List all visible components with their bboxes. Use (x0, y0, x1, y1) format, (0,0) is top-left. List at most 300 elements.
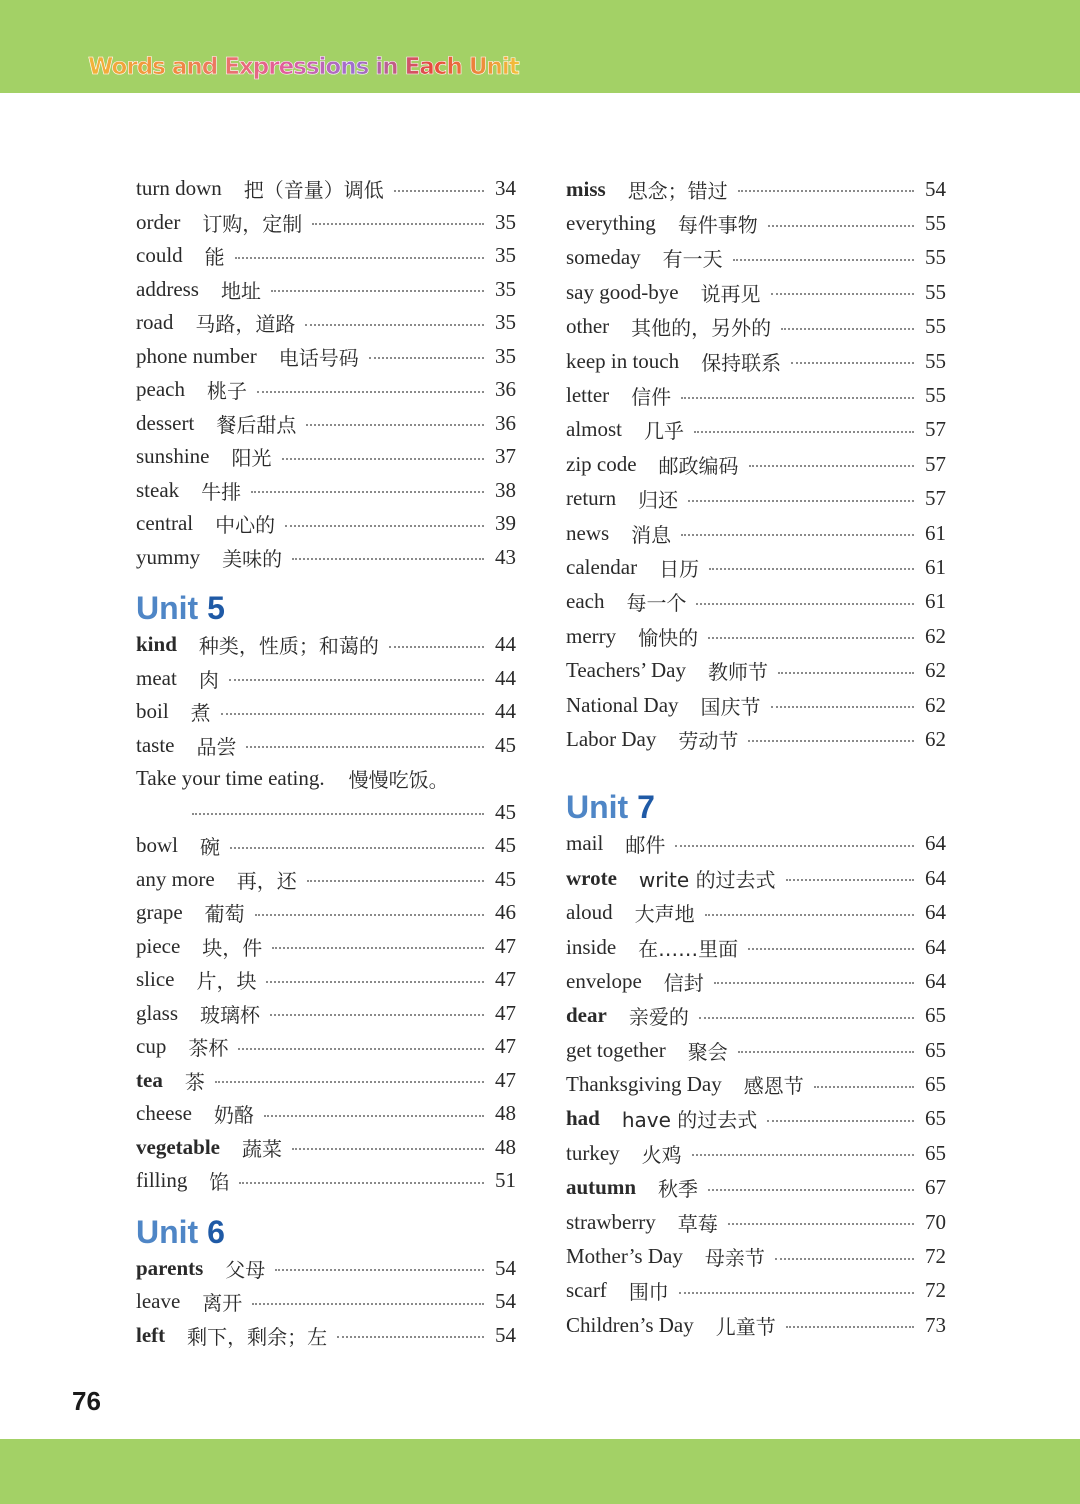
dot-leader (270, 1014, 484, 1016)
vocab-entry (136, 729, 516, 763)
page-ref: 35 (495, 243, 516, 268)
chinese-meaning: 茶 (184, 1069, 205, 1094)
page-ref: 62 (925, 623, 946, 648)
vocab-list-continued (136, 172, 516, 574)
vocab-entry (136, 997, 516, 1031)
page-ref: 55 (925, 348, 946, 373)
chinese-meaning: 餐后甜点 (216, 412, 297, 437)
dot-leader (738, 190, 914, 192)
page-ref: 48 (495, 1134, 516, 1159)
page-ref: 65 (925, 1106, 946, 1131)
english-term: everything (566, 211, 656, 236)
english-term: sunshine (136, 444, 210, 469)
chinese-meaning: 思念；错过 (627, 178, 728, 203)
vocab-entry (566, 241, 946, 275)
dot-leader (251, 491, 484, 493)
chinese-meaning: 肉 (198, 667, 219, 692)
dot-leader (705, 914, 914, 916)
chinese-meaning: 愉快的 (638, 625, 699, 650)
chinese-meaning: 桃子 (206, 379, 247, 404)
vocab-entry (566, 1274, 946, 1308)
page-ref: 54 (495, 1255, 516, 1280)
dot-leader (738, 1051, 914, 1053)
page-ref: 45 (495, 866, 516, 891)
english-term: news (566, 520, 610, 545)
vocab-entry (566, 1067, 946, 1101)
page-ref: 72 (925, 1244, 946, 1269)
dot-leader (709, 568, 914, 570)
dot-leader (681, 534, 914, 536)
page-ref: 36 (495, 410, 516, 435)
vocab-entry (136, 1131, 516, 1165)
dot-leader (748, 740, 914, 742)
page-ref: 47 (495, 933, 516, 958)
page-ref: 46 (495, 900, 516, 925)
unit-label: Unit (136, 1213, 199, 1250)
chinese-meaning: 儿童节 (715, 1314, 776, 1339)
chinese-meaning: 其他的，另外的 (631, 316, 772, 341)
footer-band (0, 1439, 1080, 1504)
chinese-meaning: 几乎 (644, 419, 684, 444)
dot-leader (394, 190, 484, 192)
dot-leader (307, 880, 484, 882)
dot-leader (775, 1258, 914, 1260)
vocab-entry (566, 1136, 946, 1170)
chinese-meaning: 教师节 (707, 660, 768, 685)
vocab-entry (566, 344, 946, 378)
chinese-meaning: 每一个 (626, 591, 687, 616)
vocab-entry (566, 999, 946, 1033)
page-ref: 61 (925, 589, 946, 614)
english-term: mail (566, 831, 604, 856)
chinese-meaning: 块，件 (202, 935, 263, 960)
chinese-meaning: 保持联系 (701, 350, 782, 375)
page-ref: 54 (925, 176, 946, 201)
vocab-entry (136, 628, 516, 662)
dot-leader (305, 324, 484, 326)
chinese-meaning: 草莓 (677, 1211, 718, 1236)
chinese-meaning: 感恩节 (743, 1074, 804, 1099)
dot-leader (781, 328, 914, 330)
english-term: merry (566, 623, 617, 648)
chinese-meaning: 围巾 (628, 1280, 669, 1305)
english-term: order (136, 209, 181, 234)
vocab-entry (136, 373, 516, 407)
dot-leader (389, 646, 484, 648)
page-ref: 72 (925, 1278, 946, 1303)
dot-leader (791, 362, 914, 364)
chinese-meaning: 在……里面 (638, 936, 739, 961)
vocab-entry (566, 1102, 946, 1136)
unit-6-vocab-list-left (136, 1252, 516, 1353)
vocab-entry (136, 172, 516, 206)
dot-leader (292, 558, 484, 560)
vocab-entry (136, 1164, 516, 1198)
chinese-meaning: 玻璃杯 (200, 1002, 260, 1027)
vocab-entry (566, 722, 946, 756)
dot-leader (688, 500, 914, 502)
page-ref: 36 (495, 377, 516, 402)
chinese-meaning: 奶酪 (213, 1103, 254, 1128)
english-term: any more (136, 866, 215, 891)
dot-leader (728, 1223, 914, 1225)
english-term: autumn (566, 1175, 637, 1200)
unit-number: 5 (207, 590, 225, 626)
page-ref: 45 (495, 799, 516, 824)
english-term: Teachers’ Day (566, 658, 686, 683)
page-ref: 70 (925, 1209, 946, 1234)
dot-leader (215, 1081, 484, 1083)
chinese-meaning: 茶杯 (188, 1036, 229, 1061)
vocab-entry (566, 275, 946, 309)
chinese-meaning: 蔬菜 (241, 1136, 282, 1161)
chinese-meaning: 能 (204, 245, 225, 270)
vocab-entry (566, 206, 946, 240)
chinese-meaning: 每件事物 (677, 213, 758, 238)
page-ref: 47 (495, 1000, 516, 1025)
page-ref: 64 (925, 934, 946, 959)
english-term: dessert (136, 410, 195, 435)
english-term: get together (566, 1037, 666, 1062)
english-term: piece (136, 933, 181, 958)
english-term: meat (136, 665, 177, 690)
unit-6-heading (136, 1212, 516, 1252)
english-term: address (136, 276, 199, 301)
page-ref: 55 (925, 314, 946, 339)
vocab-entry (136, 1285, 516, 1319)
dot-leader (369, 357, 484, 359)
vocab-entry (566, 378, 946, 412)
english-term: road (136, 310, 174, 335)
vocab-entry (136, 695, 516, 729)
vocab-entry-line (136, 762, 516, 796)
dot-leader (235, 257, 484, 259)
english-term: each (566, 589, 605, 614)
dot-leader (694, 431, 914, 433)
vocab-entry (566, 964, 946, 998)
page-ref: 62 (925, 658, 946, 683)
vocab-entry (566, 861, 946, 895)
page-ref: 73 (925, 1312, 946, 1337)
page-ref: 62 (925, 692, 946, 717)
english-term: National Day (566, 692, 679, 717)
page-ref: 61 (925, 554, 946, 579)
vocab-entry (566, 1239, 946, 1273)
english-term: grape (136, 900, 183, 925)
dot-leader (275, 1269, 484, 1271)
dot-leader (252, 1303, 484, 1305)
vocab-entry (136, 963, 516, 997)
vocab-entry (136, 273, 516, 307)
english-term: kind (136, 632, 177, 657)
chinese-meaning: have 的过去式 (621, 1108, 758, 1133)
english-term: other (566, 314, 610, 339)
page-ref: 47 (495, 1067, 516, 1092)
dot-leader (272, 947, 484, 949)
vocab-entry (566, 619, 946, 653)
english-term: almost (566, 417, 622, 442)
page-ref: 65 (925, 1072, 946, 1097)
chinese-meaning: 美味的 (222, 546, 283, 571)
vocab-entry (566, 653, 946, 687)
page-ref: 65 (925, 1140, 946, 1165)
english-term: say good-bye (566, 279, 679, 304)
page-ref: 35 (495, 310, 516, 335)
vocab-entry (566, 688, 946, 722)
page-ref: 65 (925, 1003, 946, 1028)
vocab-entry (566, 895, 946, 929)
chinese-meaning: 聚会 (687, 1039, 728, 1064)
page-ref: 55 (925, 279, 946, 304)
chinese-meaning: 父母 (225, 1257, 266, 1282)
page-ref: 38 (495, 477, 516, 502)
chinese-meaning: 碗 (200, 835, 220, 860)
dot-leader (230, 847, 484, 849)
dot-leader (708, 637, 914, 639)
english-term: filling (136, 1168, 188, 1193)
chinese-meaning: 说再见 (700, 281, 761, 306)
dot-leader (748, 948, 914, 950)
english-term: dear (566, 1003, 607, 1028)
unit-number: 6 (207, 1213, 225, 1250)
vocab-entry (566, 1308, 946, 1342)
chinese-meaning: 大声地 (634, 902, 695, 927)
dot-leader (699, 1017, 914, 1019)
vocab-entry (566, 1033, 946, 1067)
page-ref: 39 (495, 511, 516, 536)
chinese-meaning: 母亲节 (704, 1246, 765, 1271)
vocab-entry (136, 440, 516, 474)
chinese-meaning: 馅 (209, 1170, 230, 1195)
vocab-entry (136, 662, 516, 696)
chinese-meaning: 亲爱的 (628, 1005, 689, 1030)
english-term: Take your time eating. (136, 766, 325, 791)
page-ref: 65 (925, 1037, 946, 1062)
vocab-entry-line (136, 796, 516, 830)
page-ref: 55 (925, 211, 946, 236)
chinese-meaning: 劳动节 (678, 728, 739, 753)
english-term: Mother’s Day (566, 1244, 683, 1269)
chinese-meaning: 归还 (638, 488, 679, 513)
english-term: Labor Day (566, 726, 657, 751)
dot-leader (306, 424, 484, 426)
page-ref: 55 (925, 245, 946, 270)
english-term: yummy (136, 544, 201, 569)
english-term: taste (136, 732, 175, 757)
english-term: peach (136, 377, 185, 402)
vocab-entry (136, 896, 516, 930)
dot-leader (246, 746, 484, 748)
vocab-entry (136, 1064, 516, 1098)
page-ref: 43 (495, 544, 516, 569)
english-term: calendar (566, 554, 638, 579)
vocab-entry (566, 413, 946, 447)
chinese-meaning: 订购，定制 (202, 211, 303, 236)
vocab-entry (136, 340, 516, 374)
page-ref: 34 (495, 176, 516, 201)
chinese-meaning: 把（音量）调低 (243, 178, 384, 203)
dot-leader (771, 293, 914, 295)
page-ref: 57 (925, 486, 946, 511)
chinese-meaning: 品尝 (196, 734, 237, 759)
vocab-entry (136, 1030, 516, 1064)
vocab-entry (136, 507, 516, 541)
dot-leader (229, 679, 484, 681)
dot-leader (675, 845, 914, 847)
dot-leader (266, 981, 484, 983)
unit-5-vocab-list (136, 628, 516, 1198)
english-term: wrote (566, 865, 617, 890)
english-term: had (566, 1106, 600, 1131)
header-band (0, 0, 1080, 93)
chinese-meaning: 日历 (659, 556, 700, 581)
vocab-entry (566, 516, 946, 550)
english-term: cheese (136, 1101, 192, 1126)
dot-leader (714, 982, 914, 984)
chinese-meaning: 剩下，剩余；左 (187, 1324, 328, 1349)
dot-leader (778, 672, 914, 674)
page-number: 76 (72, 1386, 101, 1416)
chinese-meaning: 牛排 (201, 479, 242, 504)
chinese-meaning: 信件 (631, 385, 672, 410)
dot-leader (692, 1154, 914, 1156)
chinese-meaning: 国庆节 (700, 694, 761, 719)
unit-label: Unit (136, 590, 199, 626)
chinese-meaning: 邮件 (625, 833, 666, 858)
chinese-meaning: write 的过去式 (638, 867, 776, 892)
page-header-title: Words and Expressions in Each Unit (88, 54, 519, 80)
dot-leader (814, 1086, 914, 1088)
unit-7-heading (566, 787, 946, 827)
chinese-meaning: 慢慢吃饭。 (348, 768, 449, 793)
english-term: could (136, 243, 183, 268)
vocab-entry (566, 827, 946, 861)
vocab-entry (136, 1097, 516, 1131)
vocab-entry (136, 541, 516, 575)
page-ref: 35 (495, 343, 516, 368)
page-ref: 54 (495, 1289, 516, 1314)
page-ref: 45 (495, 833, 516, 858)
english-term: letter (566, 383, 610, 408)
english-term: keep in touch (566, 348, 680, 373)
vocab-entry (566, 172, 946, 206)
vocab-entry (566, 310, 946, 344)
english-term: inside (566, 934, 617, 959)
dot-leader (292, 1148, 484, 1150)
vocab-entry (136, 1319, 516, 1353)
dot-leader (786, 1326, 914, 1328)
vocab-entry (136, 306, 516, 340)
english-term: Children’s Day (566, 1312, 694, 1337)
page-ref: 62 (925, 726, 946, 751)
chinese-meaning: 种类，性质；和蔼的 (198, 634, 379, 659)
page-ref: 64 (925, 865, 946, 890)
page-ref: 37 (495, 444, 516, 469)
english-term: central (136, 511, 194, 536)
dot-leader (771, 706, 914, 708)
vocab-entry (566, 1171, 946, 1205)
vocab-entry (136, 239, 516, 273)
english-term: miss (566, 176, 606, 201)
english-term: strawberry (566, 1209, 656, 1234)
chinese-meaning: 消息 (631, 522, 672, 547)
vocab-entry (136, 1252, 516, 1286)
english-term: tea (136, 1067, 163, 1092)
unit-6-vocab-list-right (566, 172, 946, 757)
vocab-entry (566, 585, 946, 619)
dot-leader (282, 458, 485, 460)
dot-leader (337, 1336, 484, 1338)
english-term: bowl (136, 833, 178, 858)
english-term: aloud (566, 900, 613, 925)
vocab-entry (136, 762, 516, 829)
unit-5-heading (136, 588, 516, 628)
dot-leader (271, 290, 484, 292)
dot-leader (767, 1120, 914, 1122)
page-ref: 35 (495, 276, 516, 301)
chinese-meaning: 片，块 (196, 969, 257, 994)
dot-leader (681, 397, 914, 399)
dot-leader (192, 813, 484, 815)
english-term: someday (566, 245, 641, 270)
chinese-meaning: 马路，道路 (195, 312, 296, 337)
chinese-meaning: 秋季 (658, 1177, 699, 1202)
english-term: glass (136, 1000, 178, 1025)
english-term: steak (136, 477, 180, 502)
chinese-meaning: 邮政编码 (658, 453, 739, 478)
vocab-entry (136, 206, 516, 240)
dot-leader (221, 713, 484, 715)
page-ref: 61 (925, 520, 946, 545)
vocab-entry (136, 829, 516, 863)
english-term: scarf (566, 1278, 607, 1303)
english-term: leave (136, 1289, 181, 1314)
english-term: slice (136, 967, 175, 992)
page-ref: 44 (495, 632, 516, 657)
chinese-meaning: 再，还 (236, 868, 297, 893)
page-ref: 35 (495, 209, 516, 234)
dot-leader (238, 1048, 484, 1050)
english-term: turn down (136, 176, 222, 201)
page-ref: 51 (495, 1168, 516, 1193)
vocab-entry (136, 863, 516, 897)
dot-leader (285, 525, 484, 527)
dot-leader (255, 914, 484, 916)
vocab-entry (136, 930, 516, 964)
english-term: parents (136, 1255, 204, 1280)
chinese-meaning: 有一天 (662, 247, 723, 272)
english-term: phone number (136, 343, 257, 368)
page-ref: 64 (925, 968, 946, 993)
dot-leader (696, 603, 914, 605)
vocab-entry (566, 482, 946, 516)
english-term: zip code (566, 451, 637, 476)
english-term: left (136, 1322, 166, 1347)
chinese-meaning: 中心的 (215, 513, 276, 538)
left-column (136, 172, 516, 1352)
page-ref: 55 (925, 383, 946, 408)
right-column (566, 172, 946, 1343)
vocab-entry (566, 1205, 946, 1239)
chinese-meaning: 电话号码 (278, 345, 359, 370)
english-term: envelope (566, 968, 642, 993)
page-ref: 48 (495, 1101, 516, 1126)
dot-leader (239, 1182, 484, 1184)
page-ref: 67 (925, 1175, 946, 1200)
page-ref: 57 (925, 417, 946, 442)
english-term: return (566, 486, 617, 511)
dot-leader (264, 1115, 484, 1117)
